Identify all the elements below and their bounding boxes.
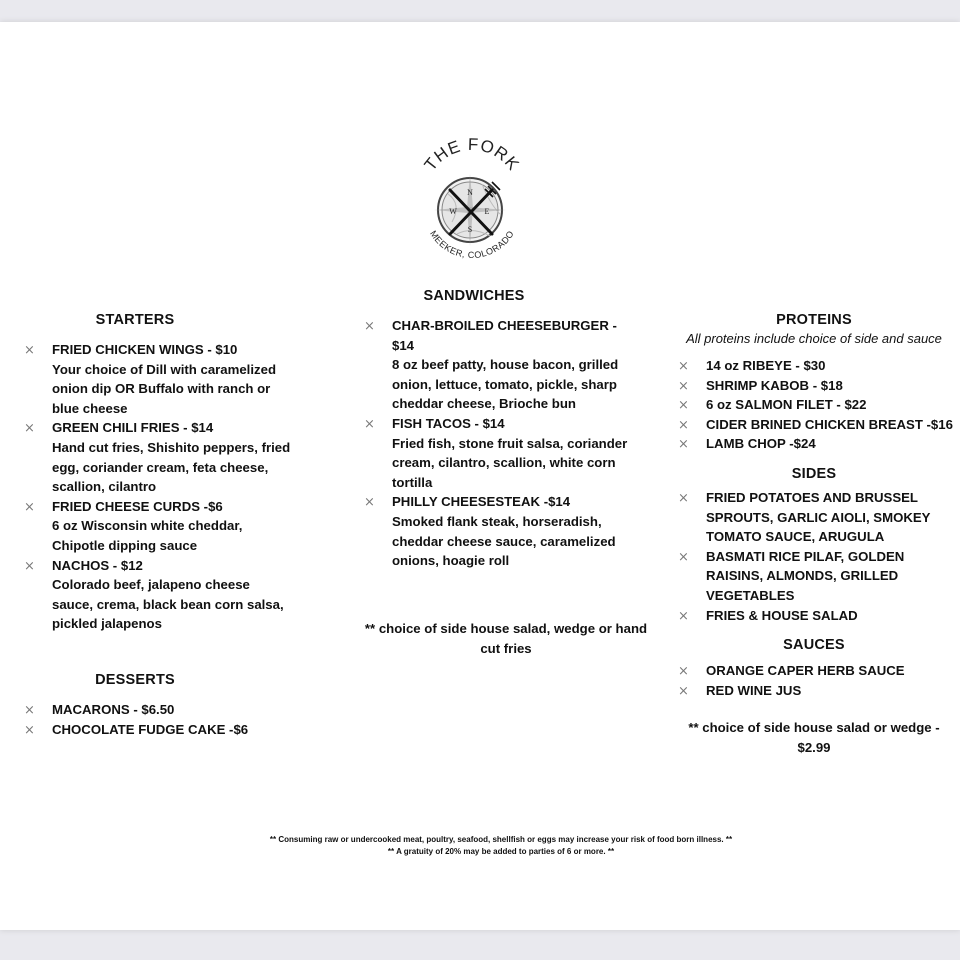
menu-item xyxy=(24,418,294,496)
menu-item xyxy=(364,492,634,570)
item-name: NACHOS - $12 xyxy=(52,557,143,573)
menu-item xyxy=(364,414,634,492)
x-bullet-icon: ⨯ xyxy=(678,416,689,432)
menu-item xyxy=(24,340,294,418)
x-bullet-icon: ⨯ xyxy=(24,557,35,573)
menu-item xyxy=(678,395,960,415)
svg-text:THE FORK: THE FORK xyxy=(420,134,524,175)
sandwiches-title: SANDWICHES xyxy=(423,288,525,304)
item-description: Smoked flank steak, horseradish, cheddar cheese sauce, caramelized onions, hoagie roll xyxy=(392,513,616,569)
svg-text:S: S xyxy=(467,225,473,234)
item-name: 14 oz RIBEYE - $30 xyxy=(706,358,826,373)
item-name: FRIED CHICKEN WINGS - $10 xyxy=(52,342,238,357)
item-name: PHILLY CHEESESTEAK -$14 xyxy=(392,494,571,510)
item-name: CHOCOLATE FUDGE CAKE -$6 xyxy=(52,721,249,737)
item-description: Colorado beef, jalapeno cheese sauce, crema, black bean corn salsa, pickled jalapenos xyxy=(52,577,284,632)
menu-item xyxy=(678,681,960,701)
x-bullet-icon: ⨯ xyxy=(364,494,375,510)
x-bullet-icon: ⨯ xyxy=(678,548,689,564)
menu-page xyxy=(0,22,960,930)
x-bullet-icon: ⨯ xyxy=(678,358,689,373)
footer-line-1: ** Consuming raw or undercooked meat, poultry, seafood, shellfish or eggs may increase your risk of food born illness. ** xyxy=(269,835,733,844)
x-bullet-icon: ⨯ xyxy=(24,721,35,737)
footer-disclaimer xyxy=(0,834,960,858)
proteins-subtitle: All proteins include choice of side and sauce xyxy=(686,331,942,346)
menu-item xyxy=(678,661,960,681)
svg-text:N: N xyxy=(467,188,473,197)
item-description: Hand cut fries, Shishito peppers, fried egg, coriander cream, feta cheese, scallion, cilantro xyxy=(52,439,291,495)
x-bullet-icon: ⨯ xyxy=(364,318,375,333)
item-name: CHAR-BROILED CHEESEBURGER - $14 xyxy=(392,318,617,353)
menu-item xyxy=(24,700,294,720)
item-name: RED WINE JUS xyxy=(706,682,802,698)
x-bullet-icon: ⨯ xyxy=(678,489,689,505)
x-bullet-icon: ⨯ xyxy=(364,415,375,431)
right-column xyxy=(678,312,960,758)
svg-text:W: W xyxy=(449,207,457,216)
item-name: CIDER BRINED CHICKEN BREAST -$16 xyxy=(706,416,953,432)
menu-item xyxy=(24,497,294,556)
starters-title: STARTERS xyxy=(95,312,175,328)
item-name: 6 oz SALMON FILET - $22 xyxy=(706,397,867,413)
sandwich-side-note: ** choice of side house salad, wedge or hand cut fries xyxy=(364,620,648,656)
menu-item xyxy=(678,434,960,454)
x-bullet-icon: ⨯ xyxy=(24,420,35,436)
x-bullet-icon: ⨯ xyxy=(24,342,35,357)
menu-item xyxy=(678,415,960,435)
sauces-side-note: ** choice of side house salad or wedge - $2.99 xyxy=(688,720,940,756)
item-name: FRIED POTATOES AND BRUSSEL SPROUTS, GARLIC AIOLI, SMOKEY TOMATO SAUCE, ARUGULA xyxy=(706,489,931,545)
x-bullet-icon: ⨯ xyxy=(678,436,689,452)
middle-column xyxy=(364,288,648,659)
sides-title: SIDES xyxy=(791,465,837,482)
item-description: 8 oz beef patty, house bacon, grilled onion, lettuce, tomato, pickle, sharp cheddar cheese, Brioche bun xyxy=(392,357,619,412)
footer-line-2: ** A gratuity of 20% may be added to parties of 6 or more. ** xyxy=(387,847,615,856)
proteins-title: PROTEINS xyxy=(776,312,852,328)
x-bullet-icon: ⨯ xyxy=(678,377,689,393)
item-name: FISH TACOS - $14 xyxy=(392,415,505,431)
menu-item xyxy=(678,488,944,547)
x-bullet-icon: ⨯ xyxy=(678,663,689,679)
item-name: ORANGE CAPER HERB SAUCE xyxy=(706,663,905,679)
svg-text:E: E xyxy=(484,207,490,216)
the-fork-logo xyxy=(412,134,532,284)
item-description: Fried fish, stone fruit salsa, coriander cream, cilantro, scallion, white corn tortilla xyxy=(392,435,628,490)
item-name: FRIED CHEESE CURDS -$6 xyxy=(52,498,223,514)
x-bullet-icon: ⨯ xyxy=(24,701,35,717)
x-bullet-icon: ⨯ xyxy=(678,682,689,698)
menu-item xyxy=(678,547,944,606)
item-name: GREEN CHILI FRIES - $14 xyxy=(52,420,214,436)
x-bullet-icon: ⨯ xyxy=(24,498,35,514)
menu-item xyxy=(678,606,960,626)
menu-item xyxy=(678,376,960,396)
menu-item xyxy=(24,556,294,634)
left-column xyxy=(24,312,294,739)
svg-text:MEEKER, COLORADO: MEEKER, COLORADO xyxy=(428,228,516,261)
x-bullet-icon: ⨯ xyxy=(678,607,689,623)
item-description: 6 oz Wisconsin white cheddar, Chipotle dipping sauce xyxy=(52,518,243,553)
x-bullet-icon: ⨯ xyxy=(678,397,689,413)
item-name: FRIES & HOUSE SALAD xyxy=(706,607,858,623)
menu-item xyxy=(678,356,960,376)
item-name: BASMATI RICE PILAF, GOLDEN RAISINS, ALMONDS, GRILLED VEGETABLES xyxy=(706,548,905,603)
sauces-title: SAUCES xyxy=(783,637,845,654)
item-name: LAMB CHOP -$24 xyxy=(706,436,816,452)
item-name: SHRIMP KABOB - $18 xyxy=(706,377,843,393)
item-description: Your choice of Dill with caramelized onion dip OR Buffalo with ranch or blue cheese xyxy=(52,361,276,416)
menu-item xyxy=(24,720,294,740)
item-name: MACARONS - $6.50 xyxy=(52,701,175,717)
desserts-title: DESSERTS xyxy=(95,671,175,688)
menu-item xyxy=(364,316,634,414)
